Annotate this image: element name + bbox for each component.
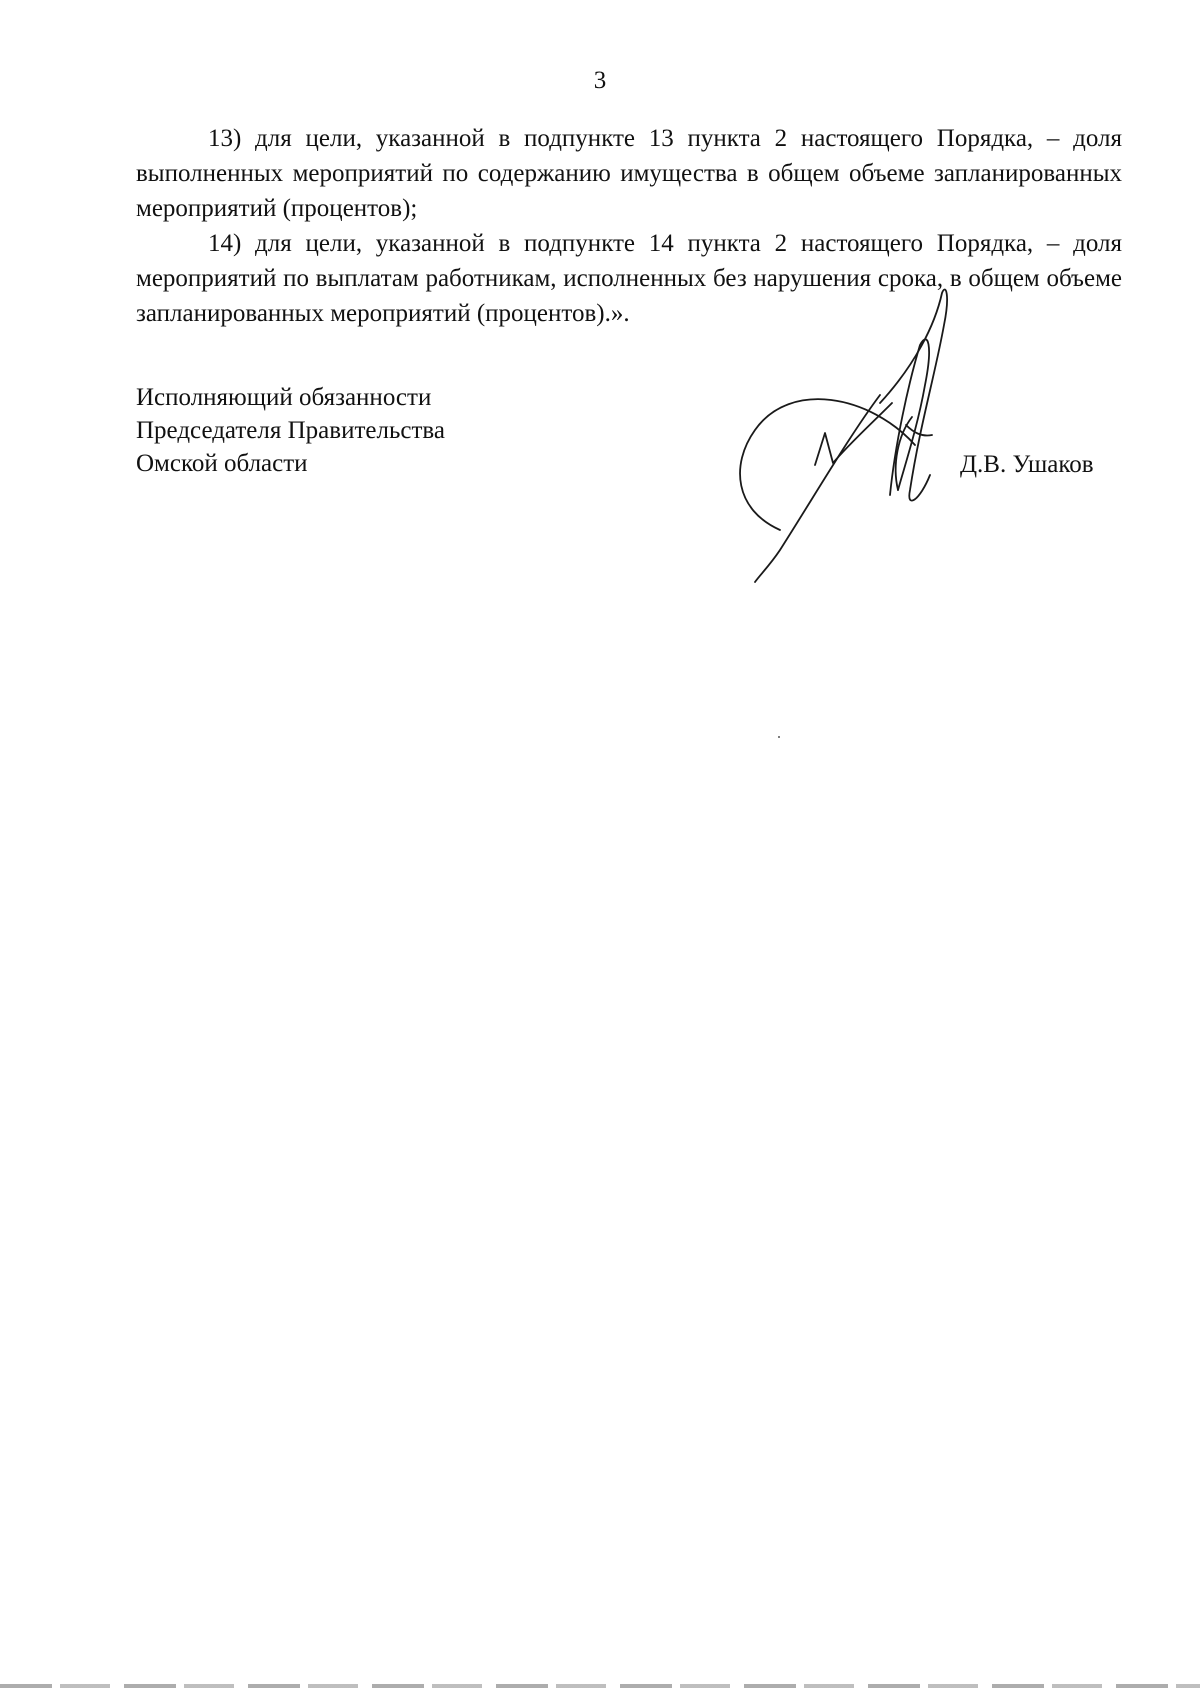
paragraph-item-14: 14) для цели, указанной в подпункте 14 пункта 2 настоящего Порядка, – доля мероприятий по выплатам работникам, исполненных без нарушения срока, в общем объеме запланированных мероприятий (процентов).». [136, 230, 1122, 327]
signatory-title-line-3: Омской области [136, 450, 308, 477]
signatory-title [136, 381, 445, 480]
signatory-title-line-1: Исполняющий обязанности [136, 384, 432, 411]
page-number: 3 [593, 67, 607, 94]
scan-bottom-edge [0, 1684, 1200, 1688]
signatory-title-line-2: Председателя Правительства [136, 417, 445, 444]
signatory-name: Д.В. Ушаков [960, 451, 1094, 478]
scan-artifact-dot [778, 736, 780, 738]
paragraph-item-13: 13) для цели, указанной в подпункте 13 пункта 2 настоящего Порядка, – доля выполненных мероприятий по содержанию имущества в общем объеме запланированных мероприятий (процентов); [136, 125, 1122, 222]
